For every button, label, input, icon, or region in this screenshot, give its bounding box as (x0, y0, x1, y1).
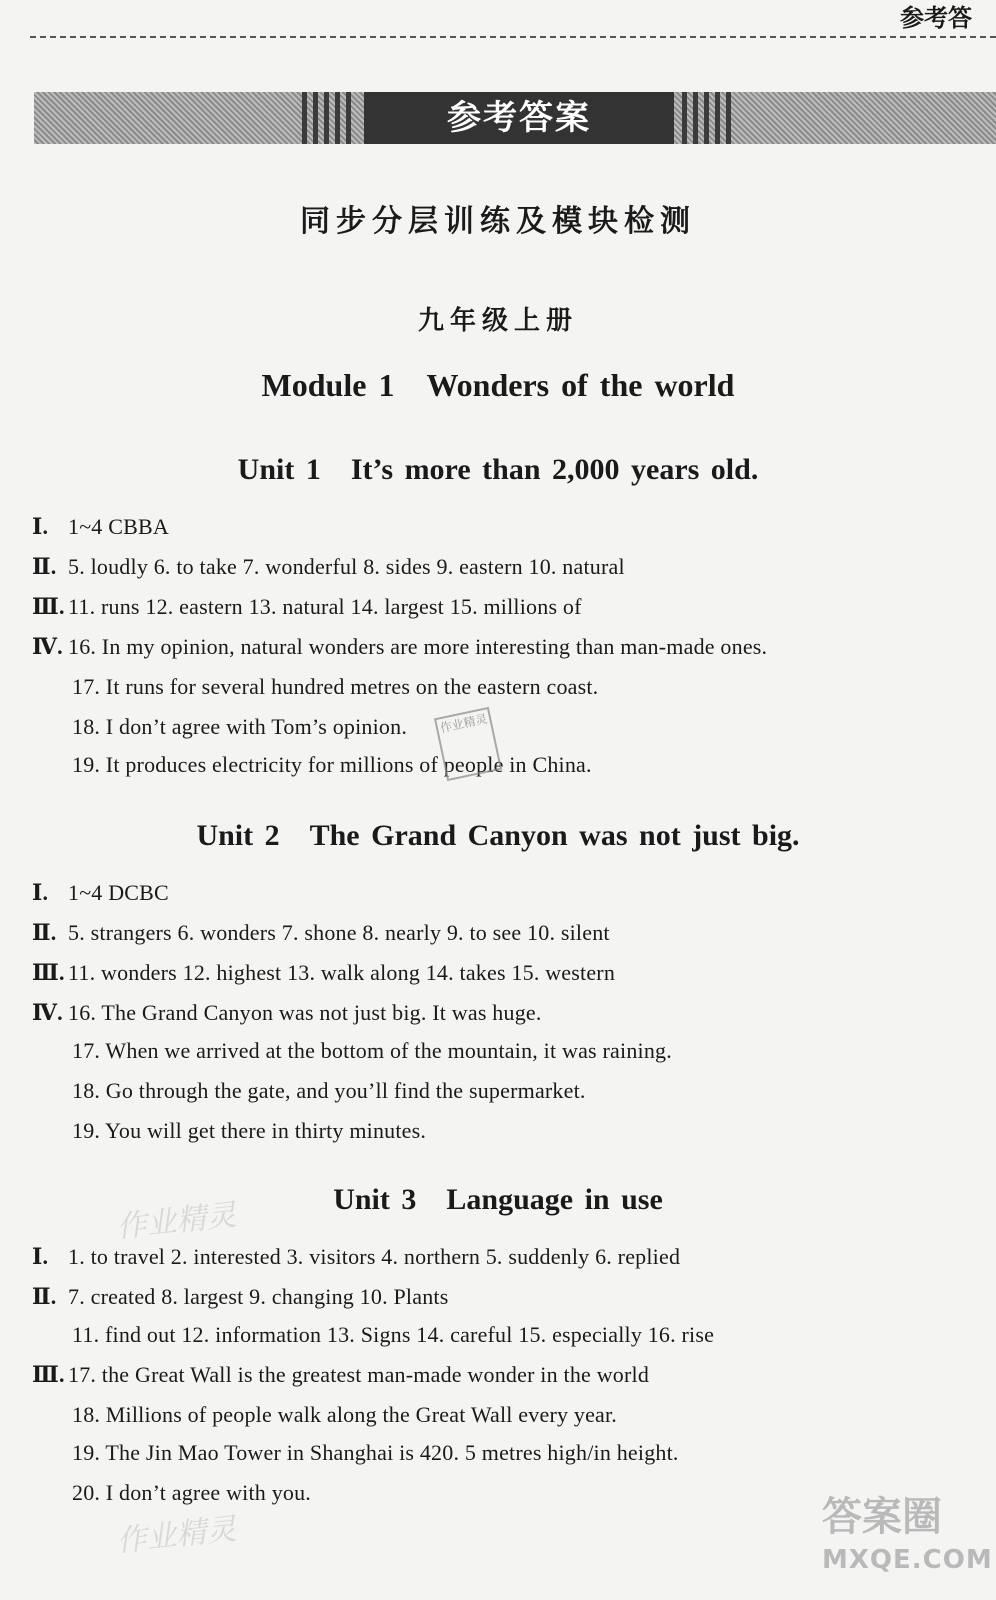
roman-numeral: Ⅱ. (32, 1284, 57, 1309)
banner-title: 参考答案 (364, 92, 674, 144)
answer-line (32, 1284, 448, 1310)
answer-text: 18. Millions of people walk along the Great Wall every year. (72, 1402, 618, 1427)
answer-line (72, 1480, 311, 1506)
roman-numeral: Ⅳ. (32, 1000, 63, 1025)
answer-line (32, 554, 625, 580)
unit-title: Unit 2 The Grand Canyon was not just big. (196, 819, 800, 852)
answer-text: 11. runs 12. eastern 13. natural 14. largest 15. millions of (68, 594, 582, 619)
answer-text: 11. find out 12. information 13. Signs 14. careful 15. especially 16. rise (72, 1322, 715, 1347)
answer-text: 1. to travel 2. interested 3. visitors 4. northern 5. suddenly 6. replied (68, 1244, 681, 1269)
answer-line (72, 1402, 617, 1428)
answer-text: 18. Go through the gate, and you’ll find the supermarket. (72, 1078, 586, 1103)
banner-bars-right (682, 92, 732, 144)
answer-line (32, 514, 169, 540)
answer-line (32, 1362, 649, 1388)
watermark-text: 作业精灵 (114, 1511, 238, 1560)
answer-text: 17. When we arrived at the bottom of the mountain, it was raining. (72, 1038, 672, 1063)
answer-line (72, 1440, 679, 1466)
answer-line (72, 1118, 426, 1144)
answer-text: 5. strangers 6. wonders 7. shone 8. nearly 9. to see 10. silent (68, 920, 610, 945)
answer-line (32, 960, 615, 986)
answer-line (72, 674, 598, 700)
watermark-logo (822, 1492, 992, 1600)
unit-title: Unit 3 Language in use (333, 1183, 663, 1216)
answer-text: 19. You will get there in thirty minutes. (72, 1118, 427, 1143)
answer-text: 17. the Great Wall is the greatest man-made wonder in the world (68, 1362, 650, 1387)
answer-text: 16. The Grand Canyon was not just big. It was huge. (68, 1000, 542, 1025)
answer-line (72, 1322, 714, 1348)
answer-line (32, 880, 169, 906)
module-title: Module 1 Wonders of the world (261, 367, 735, 403)
answer-text: 20. I don’t agree with you. (72, 1480, 311, 1505)
answer-text: 1~4 CBBA (68, 514, 169, 539)
answer-line (72, 714, 407, 740)
answer-line (32, 594, 582, 620)
watermark-logo-main: 答案圈 (822, 1494, 942, 1540)
answer-line (72, 752, 592, 778)
answer-text: 16. In my opinion, natural wonders are more interesting than man-made ones. (68, 634, 768, 659)
roman-numeral: Ⅲ. (32, 594, 65, 619)
roman-numeral: Ⅲ. (32, 1362, 65, 1387)
answer-text: 11. wonders 12. highest 13. walk along 14. takes 15. western (68, 960, 616, 985)
answer-line (32, 1244, 680, 1270)
roman-numeral: Ⅰ. (32, 1244, 49, 1269)
roman-numeral: Ⅰ. (32, 880, 49, 905)
watermark-logo-url: MXQE.COM (822, 1545, 993, 1575)
answer-banner (34, 92, 996, 144)
answer-line (32, 634, 767, 660)
answer-text: 18. I don’t agree with Tom’s opinion. (72, 714, 408, 739)
answer-line (72, 1078, 586, 1104)
section-title: 同步分层训练及模块检测 (300, 204, 696, 239)
watermark-text: 作业精灵 (114, 1197, 238, 1246)
answer-line (32, 1000, 542, 1026)
banner-bars-left (302, 92, 352, 144)
unit-title: Unit 1 It’s more than 2,000 years old. (237, 453, 759, 486)
grade-title: 九年级上册 (417, 306, 578, 336)
roman-numeral: Ⅲ. (32, 960, 65, 985)
answer-line (72, 1038, 672, 1064)
roman-numeral: Ⅱ. (32, 554, 57, 579)
answer-text: 19. It produces electricity for millions of people in China. (72, 752, 592, 777)
roman-numeral: Ⅳ. (32, 634, 63, 659)
roman-numeral: Ⅰ. (32, 514, 49, 539)
header-corner-text: 参考答 (900, 4, 972, 32)
answer-line (32, 920, 610, 946)
answer-text: 17. It runs for several hundred metres on the eastern coast. (72, 674, 599, 699)
answer-text: 5. loudly 6. to take 7. wonderful 8. sides 9. eastern 10. natural (68, 554, 625, 579)
answer-text: 1~4 DCBC (68, 880, 169, 905)
answer-text: 7. created 8. largest 9. changing 10. Plants (68, 1284, 449, 1309)
answer-text: 19. The Jin Mao Tower in Shanghai is 420. 5 metres high/in height. (72, 1440, 679, 1465)
watermark-stamp: 作业精灵 (434, 707, 502, 781)
roman-numeral: Ⅱ. (32, 920, 57, 945)
header-rule (30, 36, 996, 38)
